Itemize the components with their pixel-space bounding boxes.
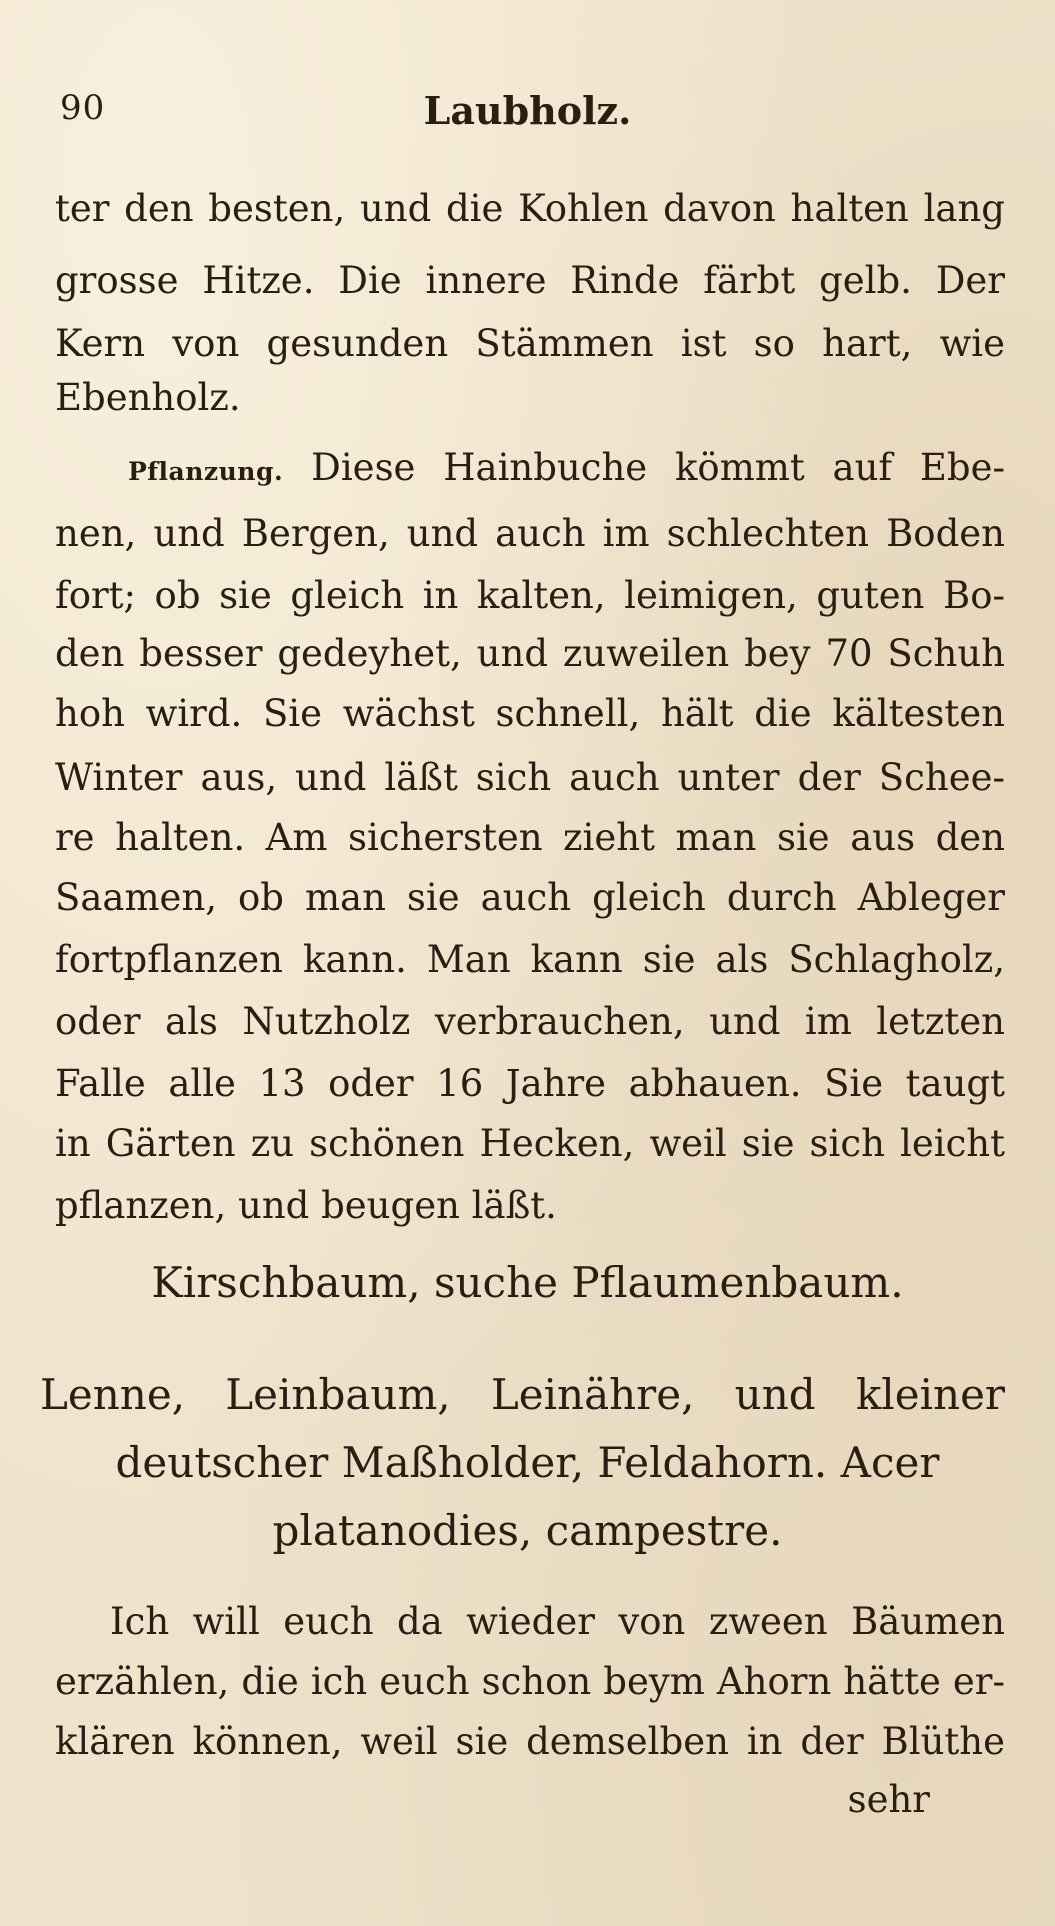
text-line-content: Diese Hainbuche kömmt auf Ebe- bbox=[311, 446, 1005, 489]
text-line: den besser gedeyhet, und zuweilen bey 70 Schuh bbox=[55, 632, 1005, 675]
heading-latin-name: platanodies, campestre. bbox=[272, 1506, 783, 1555]
text-line: Ebenholz. bbox=[55, 376, 241, 419]
text-line: Falle alle 13 oder 16 Jahre abhauen. Sie taugt bbox=[55, 1062, 1005, 1105]
page-header bbox=[60, 88, 995, 148]
running-head: Laubholz. bbox=[423, 88, 632, 133]
heading-line bbox=[40, 1438, 1015, 1487]
text-line bbox=[128, 442, 1005, 498]
section-heading-cherry: Kirschbaum, suche Pflaumenbaum. bbox=[151, 1258, 904, 1307]
text-line: Saamen, ob man sie auch gleich durch Ableger bbox=[55, 876, 1005, 919]
text-line: in Gärten zu schönen Hecken, weil sie sich leicht bbox=[55, 1122, 1005, 1165]
text-line: fortpflanzen kann. Man kann sie als Schlagholz, bbox=[55, 938, 1005, 981]
text-line: grosse Hitze. Die innere Rinde färbt gelb. Der bbox=[55, 259, 1005, 302]
margin-note: Pflanzung. bbox=[128, 457, 284, 486]
heading-german-names: deutscher Maßholder, Feldahorn. bbox=[115, 1438, 828, 1487]
text-line: klären können, weil sie demselben in der Blüthe bbox=[55, 1720, 1005, 1763]
page-number: 90 bbox=[60, 88, 106, 128]
text-line: hoh wird. Sie wächst schnell, hält die kältesten bbox=[55, 692, 1005, 735]
catchword: sehr bbox=[847, 1778, 930, 1821]
text-line: Ich will euch da wieder von zween Bäumen bbox=[110, 1600, 1005, 1643]
text-line: nen, und Bergen, und auch im schlechten Boden bbox=[55, 512, 1005, 555]
text-line: oder als Nutzholz verbrauchen, und im letzten bbox=[55, 1000, 1005, 1043]
heading-latin-name: Acer bbox=[840, 1438, 940, 1487]
text-line: fort; ob sie gleich in kalten, leimigen, guten Bo- bbox=[55, 574, 1005, 617]
text-line: Kern von gesunden Stämmen ist so hart, wie bbox=[55, 322, 1005, 365]
text-line: ter den besten, und die Kohlen davon halten lang bbox=[55, 187, 1005, 230]
heading-line: Lenne, Leinbaum, Leinähre, und kleiner bbox=[40, 1370, 1005, 1419]
text-line: pflanzen, und beugen läßt. bbox=[55, 1184, 557, 1227]
text-line: erzählen, die ich euch schon beym Ahorn hätte er- bbox=[55, 1660, 1005, 1703]
text-line: re halten. Am sichersten zieht man sie aus den bbox=[55, 816, 1005, 859]
text-line: Winter aus, und läßt sich auch unter der Schee- bbox=[55, 756, 1005, 799]
